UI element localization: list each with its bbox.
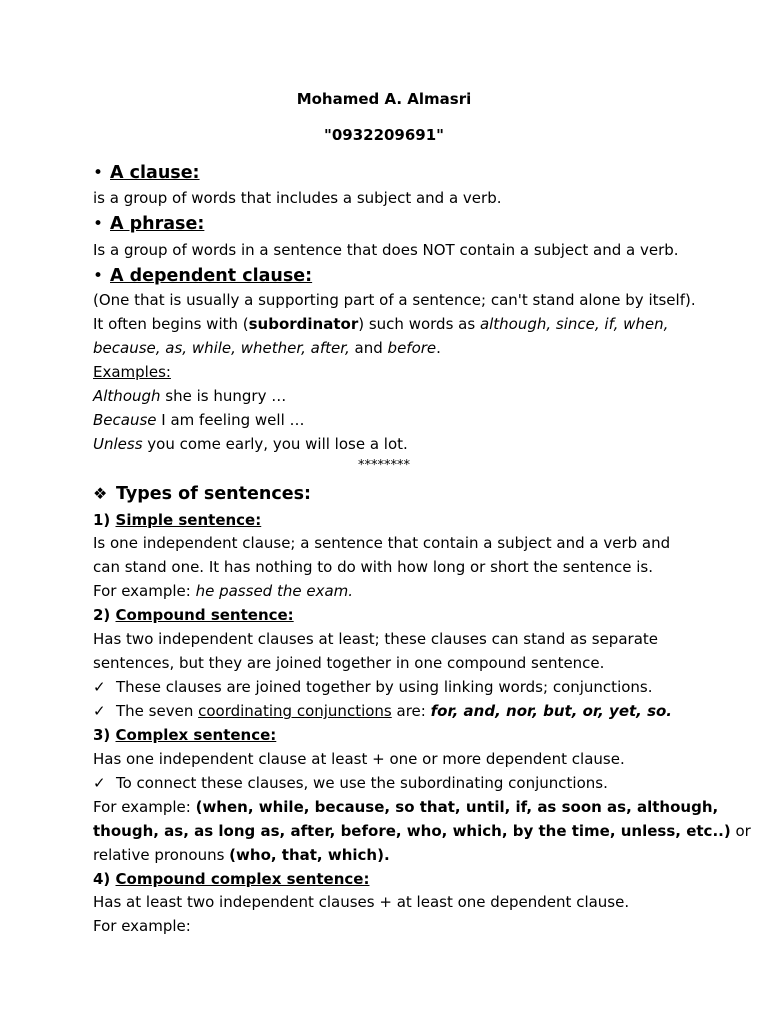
text-run: Because: [93, 411, 157, 429]
diamond-bullet-icon: [93, 484, 116, 504]
types-heading: Types of sentences:: [116, 484, 311, 504]
checkmark-icon: [93, 677, 116, 697]
compound-line-1: Has two independent clauses at least; these clauses can stand as separate: [93, 630, 658, 648]
example-2: [93, 410, 305, 430]
text-run: ) such words as: [358, 315, 480, 333]
text-run: are:: [391, 702, 431, 720]
text-run: Although: [93, 387, 161, 405]
simple-title: Simple sentence:: [115, 511, 262, 529]
text-run: 2): [93, 606, 116, 624]
text-run: To connect these clauses, we use the subordinating conjunctions.: [116, 774, 608, 792]
simple-title-line: [93, 510, 261, 530]
clause-heading: A clause:: [110, 163, 200, 183]
text-run: 3): [93, 726, 116, 744]
dependent-line-2: [93, 314, 668, 334]
compound-complex-line-2: For example:: [93, 917, 191, 935]
compound-complex-line-1: Has at least two independent clauses + at least one dependent clause.: [93, 893, 630, 911]
text-run: before: [387, 339, 437, 357]
section-separator: ********: [358, 458, 410, 473]
phrase-heading: A phrase:: [110, 214, 205, 234]
clause-definition: is a group of words that includes a subject and a verb.: [93, 189, 502, 207]
checkmark-icon: [93, 701, 116, 721]
compound-complex-title-line: [93, 869, 369, 889]
text-run: relative pronouns: [93, 846, 230, 864]
bullet-icon: [93, 163, 110, 183]
clause-heading-line: [93, 163, 200, 183]
examples-label: Examples:: [93, 363, 171, 381]
text-run: Unless: [93, 435, 143, 453]
text-run: I am feeling well …: [156, 411, 305, 429]
simple-line-2: can stand one. It has nothing to do with how long or short the sentence is.: [93, 558, 653, 576]
author-name: Mohamed A. Almasri: [296, 90, 472, 108]
text-run: though, as, as long as, after, before, who, which, by the time, unless, etc..): [93, 822, 731, 840]
example-3: [93, 434, 408, 454]
text-run: For example:: [93, 798, 196, 816]
bullet-icon: [93, 266, 110, 286]
phrase-definition: Is a group of words in a sentence that does NOT contain a subject and a verb.: [93, 241, 679, 259]
dependent-heading-line: [93, 266, 312, 286]
author-phone: "0932209691": [324, 126, 444, 144]
complex-line-1: Has one independent clause at least + one or more dependent clause.: [93, 750, 625, 768]
text-run: 1): [93, 511, 116, 529]
text-run: (when, while, because, so that, until, if, as soon as, although,: [195, 798, 719, 816]
text-run: For example:: [93, 582, 196, 600]
simple-line-1: Is one independent clause; a sentence that contain a subject and a verb and: [93, 534, 671, 552]
compound-title: Compound sentence:: [115, 606, 294, 624]
phrase-heading-line: [93, 214, 204, 234]
bullet-icon: [93, 214, 110, 234]
complex-check-1: [93, 773, 608, 793]
text-run: It often begins with (: [93, 315, 249, 333]
compound-complex-title: Compound complex sentence:: [115, 870, 370, 888]
text-run: and: [349, 339, 388, 357]
dependent-heading: A dependent clause:: [110, 266, 313, 286]
text-run: although, since, if, when,: [479, 315, 669, 333]
subordinator-term: subordinator: [248, 315, 359, 333]
text-run: 4): [93, 870, 116, 888]
compound-title-line: [93, 605, 294, 625]
complex-title: Complex sentence:: [115, 726, 277, 744]
example-1: [93, 386, 286, 406]
complex-title-line: [93, 725, 276, 745]
complex-example-3: [93, 845, 390, 865]
dependent-line-3: [93, 338, 441, 358]
types-heading-line: [93, 484, 311, 504]
compound-check-2: [93, 701, 672, 721]
text-run: or: [730, 822, 751, 840]
text-run: The seven: [116, 702, 199, 720]
text-run: for, and, nor, but, or, yet, so.: [430, 702, 673, 720]
text-run: he passed the exam.: [195, 582, 354, 600]
compound-check-1: [93, 677, 653, 697]
simple-example: [93, 581, 353, 601]
compound-line-2: sentences, but they are joined together in one compound sentence.: [93, 654, 605, 672]
complex-example-2: [93, 821, 751, 841]
text-run: These clauses are joined together by using linking words; conjunctions.: [116, 678, 653, 696]
text-run: (who, that, which).: [229, 846, 390, 864]
text-run: because, as, while, whether, after,: [93, 339, 350, 357]
dependent-line-1: (One that is usually a supporting part of a sentence; can't stand alone by itself).: [93, 291, 696, 309]
complex-example-1: [93, 797, 718, 817]
checkmark-icon: [93, 773, 116, 793]
text-run: she is hungry …: [160, 387, 287, 405]
text-run: you come early, you will lose a lot.: [142, 435, 408, 453]
text-run: .: [436, 339, 441, 357]
text-run: coordinating conjunctions: [198, 702, 392, 720]
